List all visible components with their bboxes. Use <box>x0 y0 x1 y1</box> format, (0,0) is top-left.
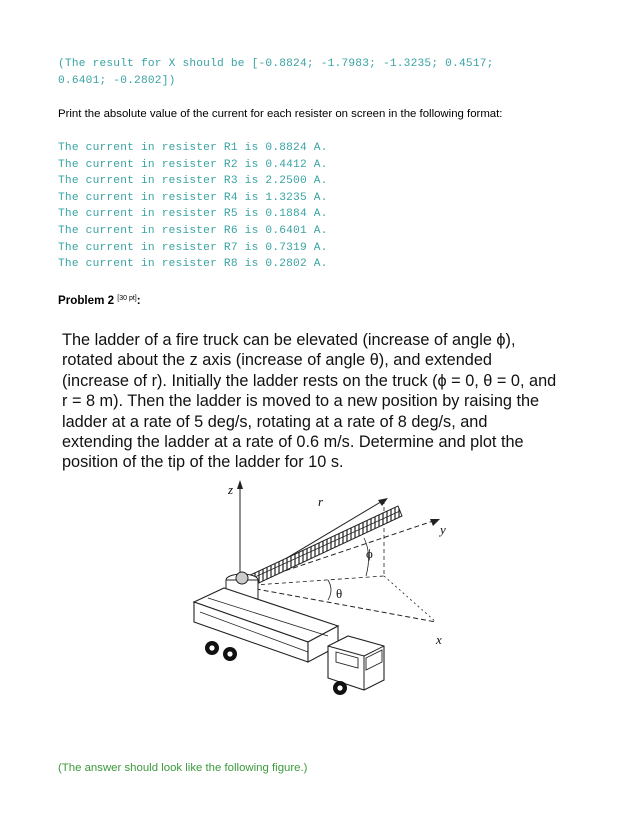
theta-arc <box>328 580 331 600</box>
current-line: The current in resister R4 is 1.3235 A. <box>58 191 328 204</box>
y-axis-arrow-icon <box>430 519 440 526</box>
problem-line: extending the ladder at a rate of 0.6 m/s. Determine and plot the <box>62 433 524 452</box>
current-line: The current in resister R8 is 0.2802 A. <box>58 258 328 271</box>
outer-shadow-line <box>384 576 436 622</box>
current-line: The current in resister R1 is 0.8824 A. <box>58 142 328 154</box>
theta-label: θ <box>336 586 343 601</box>
problem-line: rotated about the z axis (increase of angle θ), and extended <box>62 351 492 370</box>
problem-title: Problem 2 <box>58 294 118 307</box>
ladder-body <box>244 506 402 588</box>
y-label: y <box>440 522 446 537</box>
phi-label: ϕ <box>366 546 373 561</box>
current-line: The current in resister R7 is 0.7319 A. <box>58 241 328 254</box>
z-label: z <box>228 482 234 497</box>
problem-points: [30 pt] <box>117 295 137 302</box>
problem-line: The ladder of a fire truck can be elevated (increase of angle ϕ), <box>62 331 516 349</box>
fire-truck-ladder-figure <box>178 476 468 708</box>
problem-line: position of the tip of the ladder for 10 s. <box>62 453 344 472</box>
current-line: The current in resister R3 is 2.2500 A. <box>58 175 328 188</box>
r-arrow-icon <box>378 498 388 506</box>
problem-line: r = 8 m). Then the ladder is moved to a new position by raising the <box>62 392 540 411</box>
result-note-line-2: 0.6401; -0.2802]) <box>58 74 176 87</box>
result-note <box>58 56 578 89</box>
current-line: The current in resister R6 is 0.6401 A. <box>58 224 328 237</box>
x-label: x <box>436 632 442 647</box>
current-line: The current in resister R5 is 0.1884 A. <box>58 208 328 221</box>
current-line: The current in resister R2 is 0.4412 A. <box>58 158 328 171</box>
r-label: r <box>318 494 324 509</box>
problem-heading <box>58 294 141 307</box>
problem-colon: : <box>136 294 141 307</box>
problem-line: (increase of r). Initially the ladder rests on the truck (ϕ = 0, θ = 0, and <box>62 371 557 390</box>
problem-statement <box>62 330 582 473</box>
z-axis-arrow-icon <box>237 480 243 489</box>
problem-line: ladder at a rate of 5 deg/s, rotating at a rate of 8 deg/s, and <box>62 412 488 431</box>
print-instruction: Print the absolute value of the current for each resister on screen in the following format: <box>58 108 503 120</box>
current-list <box>58 140 328 273</box>
result-note-line-1: (The result for X should be [-0.8824; -1.7983; -1.3235; 0.4517; <box>58 58 494 70</box>
answer-note: (The answer should look like the following figure.) <box>58 762 308 774</box>
